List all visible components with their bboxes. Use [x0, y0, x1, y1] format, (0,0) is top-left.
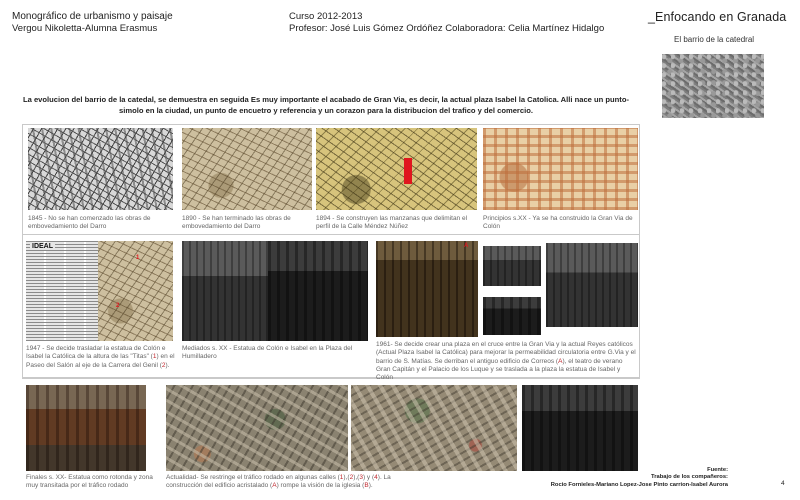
- caption-text: ), el teatro de verano Gran Capitán y el Palacio de los Luque y se traslada a la plaza la estatua de Isabel y Colón: [376, 357, 623, 382]
- footer-work: Trabajo de los compañeros:: [651, 474, 728, 481]
- photo-humilladero-2: [268, 241, 368, 341]
- photo-finales-xx: [26, 385, 146, 471]
- student-name: Vergou Nikoletta-Alumna Erasmus: [12, 23, 158, 34]
- caption-ref-4: 4: [374, 474, 378, 481]
- photo-marker-a: A: [464, 243, 469, 249]
- map-1947: [98, 241, 173, 341]
- caption-finales-xx: Finales s. XX- Estatua como rotonda y zona muy transitada por el tráfico rodado: [26, 474, 153, 490]
- caption-ref-3: 3: [359, 474, 363, 481]
- caption-text: ).: [368, 482, 373, 490]
- caption-text: ) y (: [362, 474, 375, 481]
- photo-plaza-small-1: [483, 246, 541, 286]
- photo-gran-via: [546, 243, 638, 327]
- caption-mediados-xx: Mediados s. XX - Estatua de Colón e Isabel en la Plaza del Humilladero: [182, 345, 353, 361]
- highlight-block: [404, 158, 412, 184]
- caption-text: Actualidad- Se restringe el tráfico rodado en algunas calles (: [166, 474, 340, 481]
- caption-ref-2: 2: [349, 474, 354, 481]
- map-1894: [316, 128, 477, 210]
- project-subtitle: El barrio de la catedral: [674, 35, 755, 44]
- caption-text: ),(: [343, 474, 350, 481]
- map-marker-1: 1: [136, 255, 140, 261]
- header-left: [12, 11, 173, 35]
- caption-actualidad: [166, 474, 416, 491]
- caption-ref-2: 2: [161, 361, 166, 369]
- caption-ref-b: B: [364, 482, 369, 490]
- caption-ref-1: 1: [339, 474, 344, 481]
- caption-1947: [26, 345, 176, 370]
- caption-1961: [376, 341, 638, 382]
- course-label: Curso 2012-2013: [289, 11, 363, 22]
- photo-humilladero-1: [182, 241, 268, 341]
- header-middle: [289, 11, 604, 35]
- caption-text: ) en el Paseo del Salón al eje de la Carrera del Genil (: [26, 353, 175, 369]
- aerial-thumbnail: [662, 54, 764, 118]
- page-number: 4: [781, 480, 785, 487]
- caption-principios-xx: Principios s.XX - Ya se ha construido la Gran Via de Colón: [483, 215, 633, 231]
- caption-text: ),(: [353, 474, 360, 481]
- caption-ref-a: A: [272, 482, 277, 490]
- photo-correos-building: [376, 241, 478, 337]
- map-principios-xx: [483, 128, 638, 210]
- caption-text: ).: [165, 361, 170, 369]
- row-divider-1: [22, 234, 640, 235]
- photo-plaza-small-2: [483, 297, 541, 335]
- caption-ref-1: 1: [152, 353, 157, 361]
- aerial-actualidad-2: [351, 385, 517, 471]
- project-title: _Enfocando en Granada: [648, 10, 787, 24]
- document-title: Monográfico de urbanismo y paisaje: [12, 11, 173, 22]
- map-marker-2: 2: [116, 303, 120, 309]
- caption-1894: 1894 - Se construyen las manzanas que delimitan el perfil de la Calle Méndez Núñez: [316, 215, 468, 231]
- professors-label: Profesor: José Luis Gómez Ordóñez Colaboradora: Celia Martínez Hidalgo: [289, 23, 605, 34]
- newspaper-clipping: [26, 241, 98, 341]
- footer-authors: Rocio Fornieles-Mariano Lopez-Jose Pinto carrion-Isabel Aurora: [550, 481, 728, 488]
- caption-text: 1947 - Se decide trasladar la estatua de Colón e Isabel la Católica de la altura de las "Titas" (: [26, 345, 166, 361]
- map-1845: [28, 128, 173, 210]
- intro-text: La evolucion del barrio de la catedal, se demuestra en seguida Es muy importante el acabado de Gran Via, es decir, la actual plaza Isabel la Catolica. Alli nace un punto-simolo en la ciudad, un punto de encuetro y referencia y un corazon para la distribucion del trafico y del comercio.: [22, 95, 629, 115]
- caption-ref-a: A: [558, 357, 563, 365]
- caption-text: 1961- Se decide crear una plaza en el cruce entre la Gran Via y la actual Reyes católicos (Actual Plaza Isabel la Católica) para mejorar la permeabilidad circulatoria entre G.Via y el barrio de S. Matías. Se derriban el antiguo edificio de Correos (: [376, 341, 636, 365]
- photo-actualidad-plaza: [522, 385, 638, 471]
- footer-credits: [551, 467, 728, 489]
- newspaper-masthead: IDEAL: [32, 243, 53, 250]
- caption-1890: 1890 - Se han terminado las obras de embovedamiento del Darro: [182, 215, 291, 231]
- footer-source: Fuente:: [707, 467, 728, 473]
- aerial-actualidad-1: [166, 385, 348, 471]
- caption-1845: 1845 - No se han comenzado las obras de embovedamiento del Darro: [28, 215, 151, 231]
- map-1890: [182, 128, 312, 210]
- caption-text: ) rompe la visión de la iglesia (: [276, 482, 365, 490]
- caption-text: ). La construcción del edificio acristalado (: [166, 474, 391, 490]
